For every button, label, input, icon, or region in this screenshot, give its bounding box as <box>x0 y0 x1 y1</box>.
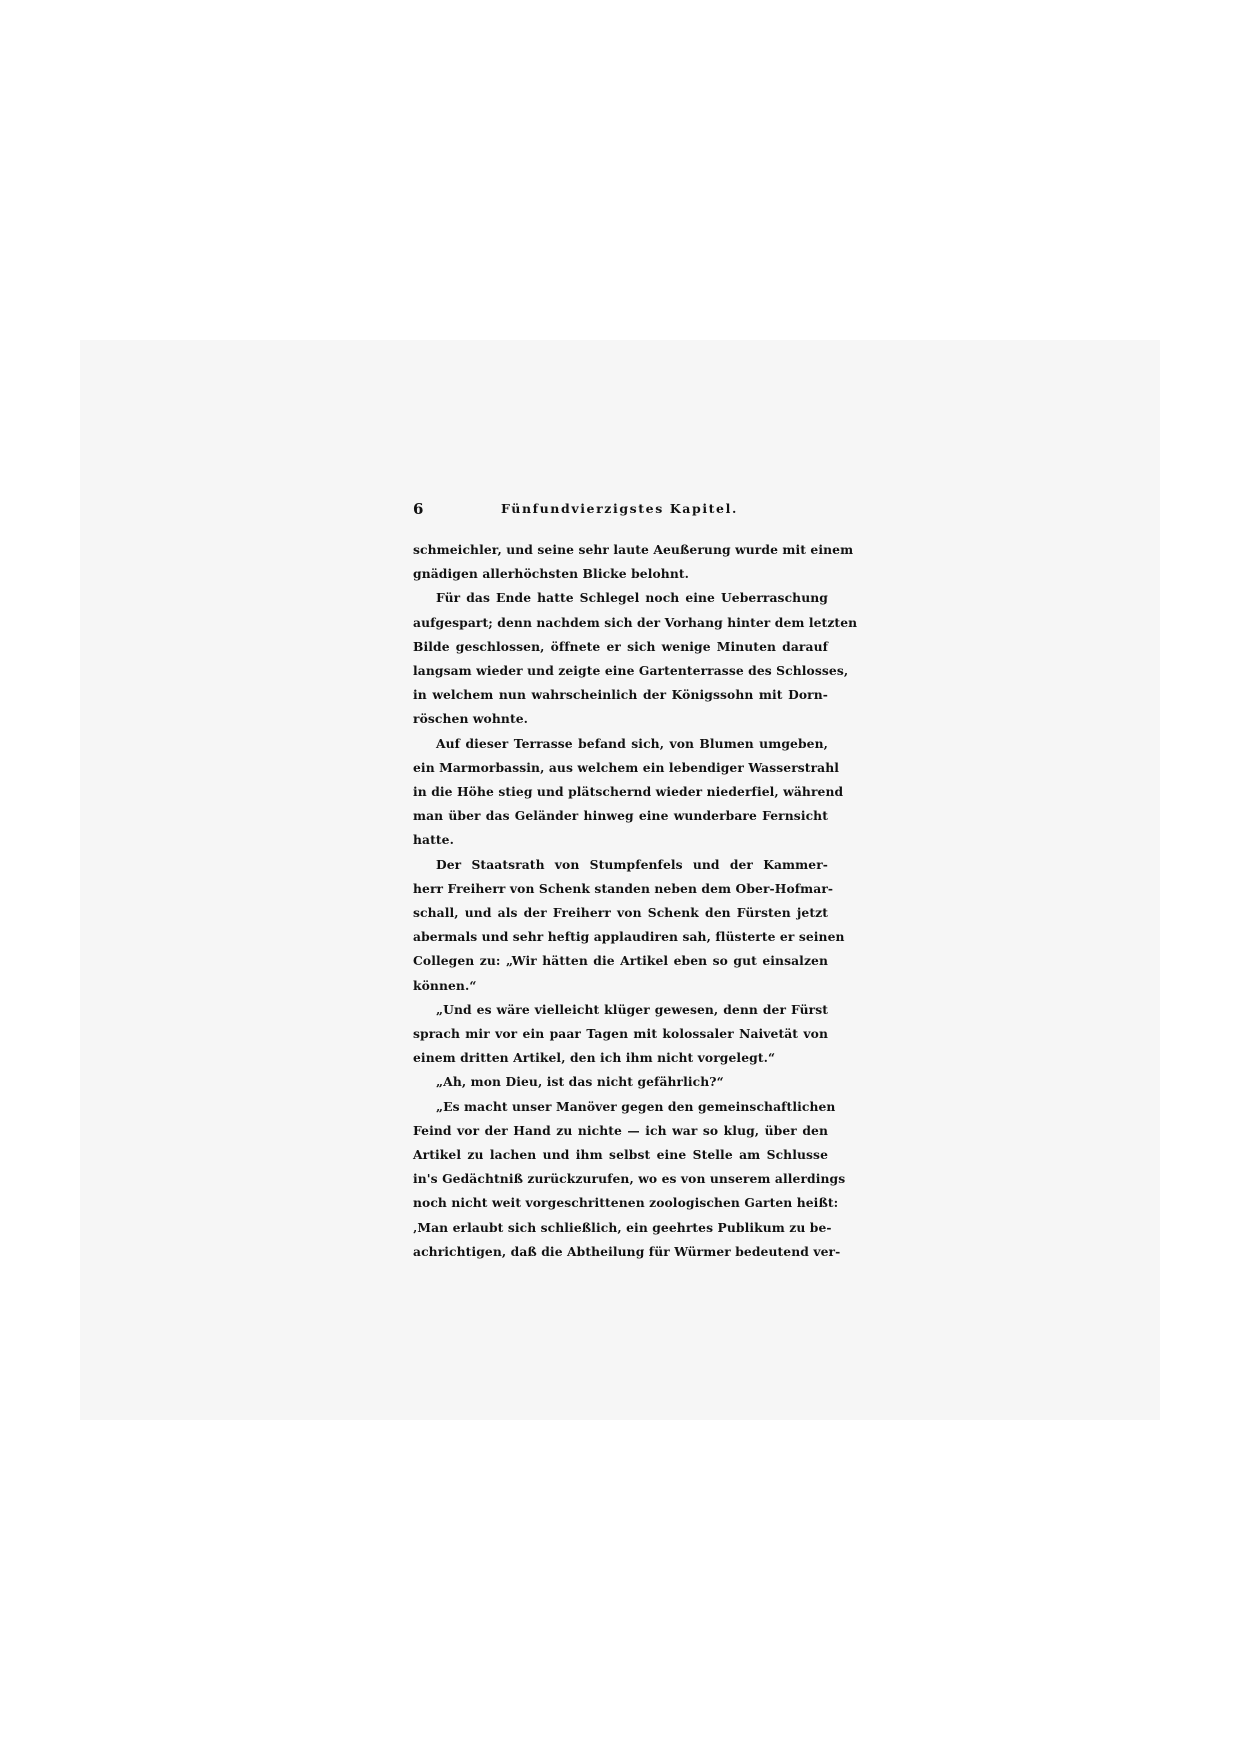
body-text <box>413 538 858 1264</box>
paragraph <box>413 853 845 998</box>
text-line: „Es macht unser Manöver gegen den gemeinschaftlichen <box>436 1098 836 1114</box>
paragraph <box>413 1070 828 1094</box>
paragraph <box>413 998 828 1071</box>
text-line: abermals und sehr heftig applaudiren sah, flüsterte er seinen <box>413 929 845 945</box>
running-head <box>413 500 828 524</box>
text-line: noch nicht weit vorgeschrittenen zoologischen Garten heißt: <box>413 1195 839 1211</box>
text-line: „Ah, mon Dieu, ist das nicht gefährlich?“ <box>436 1074 724 1090</box>
paragraph <box>413 1095 846 1264</box>
text-line: schall, und als der Freiherr von Schenk den Fürsten jetzt <box>413 905 828 921</box>
text-line: „Und es wäre vielleicht klüger gewesen, denn der Fürst <box>436 1001 828 1017</box>
book-page <box>413 500 858 1264</box>
text-line: röschen wohnte. <box>413 711 529 727</box>
text-line: in welchem nun wahrscheinlich der Königssohn mit Dorn- <box>413 687 828 703</box>
text-line: gnädigen allerhöchsten Blicke belohnt. <box>413 566 690 582</box>
paragraph <box>413 538 854 586</box>
text-line: Collegen zu: „Wir hätten die Artikel eben so gut einsalzen <box>413 953 828 969</box>
text-line: Der Staatsrath von Stumpfenfels und der Kammer- <box>436 856 828 872</box>
text-line: aufgespart; denn nachdem sich der Vorhang hinter dem letzten <box>413 614 858 630</box>
text-line: in die Höhe stieg und plätschernd wieder niederfiel, während <box>413 784 844 800</box>
paragraph <box>413 586 858 731</box>
paragraph <box>413 732 844 853</box>
text-line: Auf dieser Terrasse befand sich, von Blumen umgeben, <box>436 735 828 751</box>
page-number: 6 <box>413 500 424 518</box>
text-line: Feind vor der Hand zu nichte — ich war so klug, über den <box>413 1122 828 1138</box>
text-line: ‚Man erlaubt sich schließlich, ein geehrtes Publikum zu be- <box>413 1219 832 1235</box>
text-line: einem dritten Artikel, den ich ihm nicht vorgelegt.“ <box>413 1050 776 1066</box>
text-line: langsam wieder und zeigte eine Gartenterrasse des Schlosses, <box>413 663 849 679</box>
text-line: herr Freiherr von Schenk standen neben dem Ober-Hofmar- <box>413 880 834 896</box>
text-line: sprach mir vor ein paar Tagen mit kolossaler Naivetät von <box>413 1026 828 1042</box>
chapter-title: Fünfundvierzigstes Kapitel. <box>501 501 738 516</box>
text-line: hatte. <box>413 832 454 848</box>
text-line: in's Gedächtniß zurückzurufen, wo es von unserem allerdings <box>413 1171 846 1187</box>
text-line: Für das Ende hatte Schlegel noch eine Ueberraschung <box>436 590 828 606</box>
text-line: man über das Geländer hinweg eine wunderbare Fernsicht <box>413 808 828 824</box>
text-line: Bilde geschlossen, öffnete er sich wenige Minuten darauf <box>413 638 828 654</box>
text-line: ein Marmorbassin, aus welchem ein lebendiger Wasserstrahl <box>413 759 840 775</box>
text-line: Artikel zu lachen und ihm selbst eine Stelle am Schlusse <box>413 1147 828 1163</box>
text-line: schmeichler, und seine sehr laute Aeußerung wurde mit einem <box>413 542 854 557</box>
text-line: können.“ <box>413 977 477 993</box>
text-line: achrichtigen, daß die Abtheilung für Würmer bedeutend ver- <box>413 1243 841 1259</box>
